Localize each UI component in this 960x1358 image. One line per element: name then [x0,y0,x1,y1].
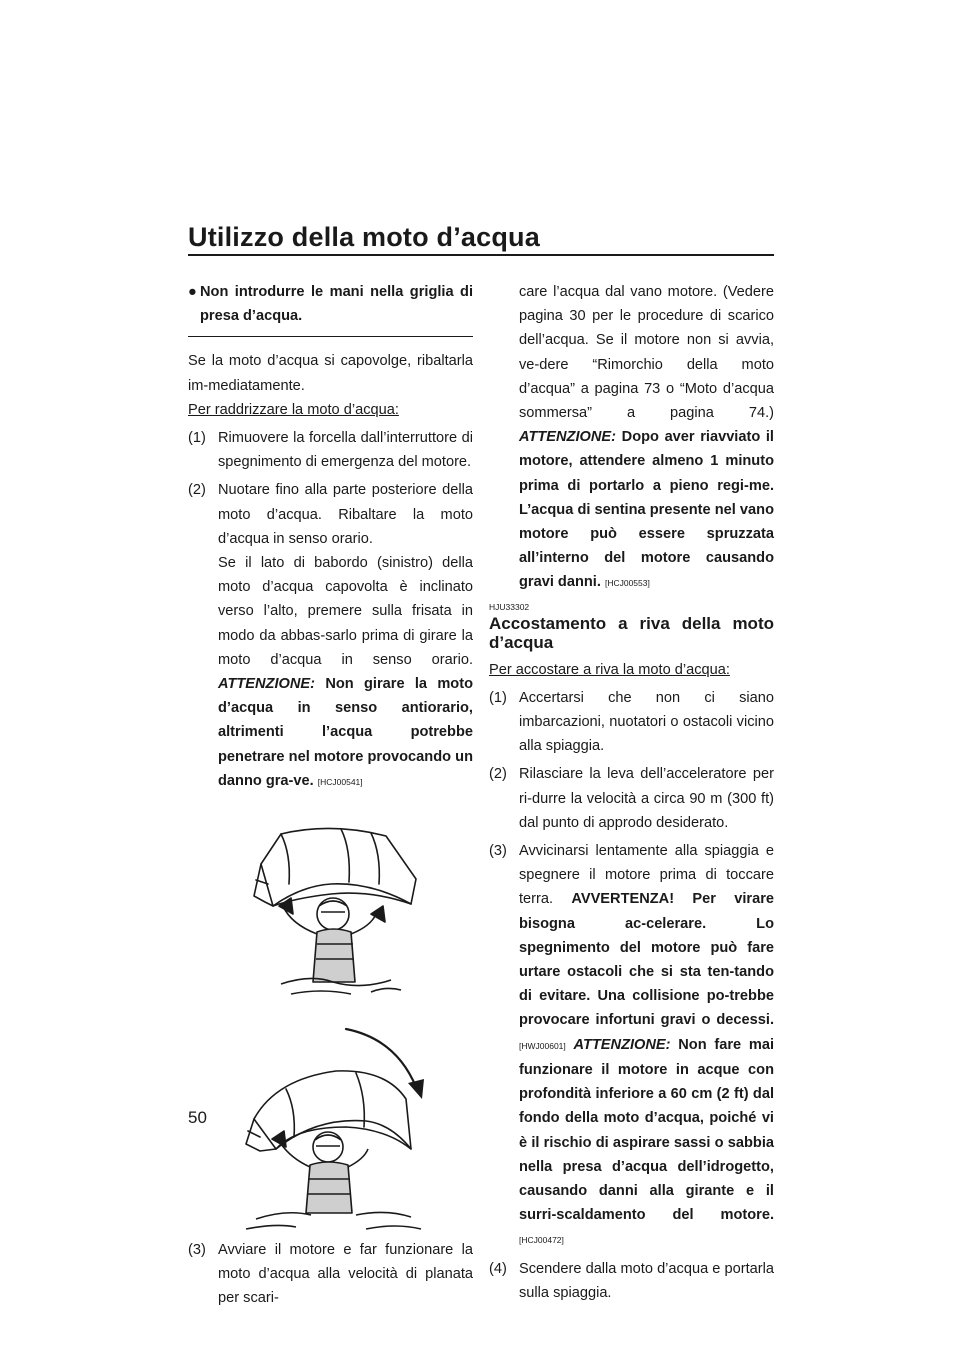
shore-step-4 [489,1257,774,1305]
step-number: (3) [489,843,507,860]
right-column [489,280,774,1305]
figure-capsized-craft [188,794,473,1009]
step-text: Rimuovere la forcella dall’interruttore di spegnimento di emergenza del motore. [218,430,473,471]
reference-code: [HCJ00541] [317,776,363,787]
step-text-wrapper [519,839,774,1252]
step-number: (2) [489,766,507,783]
attention-text: Dopo aver riavviato il motore, attendere almeno 1 minuto prima di portarlo a pieno regi-me. L’acqua di sentina presente nel vano motore può essere spruzzata all’interno del motore causando gravi danni. [519,429,774,591]
attention-label: ATTENZIONE: [218,676,316,693]
warning-label: AVVERTENZA! [571,891,675,908]
reference-code: [HCJ00472] [519,1235,564,1246]
procedure-title: Per raddrizzare la moto d’acqua: [188,401,399,418]
warning-bullet-text: Non introdurre le mani nella griglia di presa d’acqua. [200,284,473,325]
attention-label: ATTENZIONE: [519,429,617,446]
step-number: (4) [489,1260,507,1277]
step-number: (1) [489,689,507,706]
step-text: Avvicinarsi lentamente alla spiaggia e spegnere il motore prima di toccare terra. [519,843,774,908]
title-rule [188,254,774,256]
step-text: Accertarsi che non ci siano imbarcazioni, nuotatori o ostacoli vicino alla spiaggia. [519,689,774,755]
step-number: (1) [188,430,206,447]
step-text: Rilasciare la leva dell’acceleratore per ri-durre la velocità a circa 90 m (300 ft) dal punto di approdo desiderato. [519,766,774,831]
attention-label: ATTENZIONE: [573,1036,671,1053]
shore-step-2 [489,762,774,835]
attention-text: Non fare mai funzionare il motore in acque con profondità inferiore a 60 cm (2 ft) dal fondo della moto d’acqua, poiché vi è il rischio di aspirare sassi o sabbia nella presa d’acqua dell’idrogetto, causando danni alla girante e il surri-scaldamento del motore. [519,1036,774,1224]
step-2 [188,478,473,551]
step-2-sub-text: Se il lato di babordo (sinistro) della moto d’acqua capovolta è inclinato verso l’alto, premere sulla frisata in modo da abbas-sarlo prima di girare la moto d’acqua in senso orario. [218,555,473,668]
section-title: Accostamento a riva della moto d’acqua [489,613,774,652]
step-3-continuation [489,280,774,596]
step-1 [188,426,473,474]
step-text: Scendere dalla moto d’acqua e portarla sulla spiaggia. [519,1260,774,1301]
rotation-arrow-icon [408,1079,424,1099]
bullet-icon: ● [188,284,197,300]
step-3-cont-text: care l’acqua dal vano motore. (Vedere pagina 30 per le procedure di scarico dell’acqua. Se il motore non si avvia, ve-dere “Rimorchio della moto d’acqua” a pagina 73 o “Moto d’acqua sommersa” a pagina 74.) [519,284,774,422]
page-title: Utilizzo della moto d’acqua [188,222,540,252]
intro-paragraph: Se la moto d’acqua si capovolge, ribaltarla im-mediatamente. [188,353,473,394]
warning-bullet [188,280,473,328]
warning-rule [188,336,473,337]
step-3 [188,1238,473,1311]
swimmer-rolling-illustration [216,1009,446,1234]
swimmer-capsized-illustration [221,794,441,1009]
step-number: (3) [188,1242,206,1259]
page-number: 50 [188,1108,207,1127]
left-column [188,280,473,1311]
figure-rolling-craft [188,1009,473,1234]
step-text: Nuotare fino alla parte posteriore della moto d’acqua. Ribaltare la moto d’acqua in senso orario. [218,482,473,547]
step-text: Avviare il motore e far funzionare la moto d’acqua alla velocità di planata per scari- [218,1242,473,1307]
warning-text: Per virare bisogna ac-celerare. Lo spegnimento del motore può fare urtare ostacoli che si sta ten-tando di evitare. Una collisione po-trebbe provocare infortuni gravi o decessi. [519,891,774,1029]
shore-step-3 [489,839,774,1252]
step-2-subparagraph [188,551,473,794]
reference-code: [HCJ00553] [604,578,650,589]
shore-step-1 [489,686,774,759]
reference-code: [HWJ00601] [519,1040,566,1051]
step-number: (2) [188,482,206,499]
section-code: HJU33302 [489,601,530,612]
attention-text: Non girare la moto d’acqua in senso antiorario, altrimenti l’acqua potrebbe penetrare nel motore provocando un danno gra-ve. [218,676,473,789]
procedure-title: Per accostare a riva la moto d’acqua: [489,661,730,678]
